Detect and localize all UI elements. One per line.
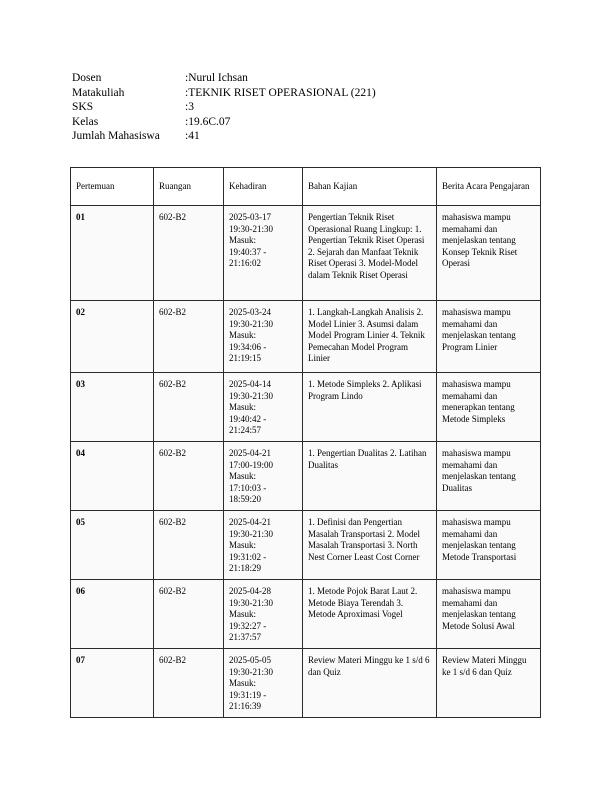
attendance-masuk-label: Masuk: bbox=[229, 540, 256, 550]
bahan-kajian-cell: 1. Definisi dan Pengertian Masalah Transportasi 2. Model Masalah Transportasi 3. North Nest Corner Least Cost Corner bbox=[303, 511, 437, 580]
attendance-check-in: 17:10:03 - bbox=[229, 482, 267, 493]
berita-acara-cell: mahasiswa mampu memahami dan menjelaskan tentang Metode Transportasi bbox=[437, 511, 541, 580]
pertemuan-number: 04 bbox=[71, 442, 154, 511]
table-row bbox=[71, 649, 541, 718]
attendance-schedule: 19:30-21:30 bbox=[229, 318, 273, 329]
pertemuan-number: 01 bbox=[71, 206, 154, 301]
attendance-masuk-label: Masuk: bbox=[229, 235, 256, 245]
table-header-row bbox=[71, 168, 541, 206]
berita-acara-cell: Review Materi Minggu ke 1 s/d 6 dan Quiz bbox=[437, 649, 541, 718]
pertemuan-number: 05 bbox=[71, 511, 154, 580]
kehadiran-cell bbox=[224, 580, 303, 649]
attendance-check-in: 19:31:02 - bbox=[229, 551, 267, 562]
attendance-masuk-label: Masuk: bbox=[229, 609, 256, 619]
table-row bbox=[71, 373, 541, 442]
dosen-label: Dosen bbox=[72, 72, 102, 84]
bahan-kajian-cell: 1. Langkah-Langkah Analisis 2. Model Linier 3. Asumsi dalam Model Program Linier 4. Teknik Pemecahan Model Program Linier bbox=[303, 301, 437, 373]
table-row bbox=[71, 206, 541, 301]
jumlah-mahasiswa-row bbox=[72, 129, 376, 144]
attendance-date: 2025-04-28 bbox=[229, 586, 271, 596]
sks-row bbox=[72, 100, 376, 115]
dosen-row bbox=[72, 71, 376, 86]
kelas-row bbox=[72, 115, 376, 130]
attendance-masuk-label: Masuk: bbox=[229, 471, 256, 481]
ruangan-cell: 602-B2 bbox=[154, 442, 224, 511]
pertemuan-number: 03 bbox=[71, 373, 154, 442]
ruangan-cell: 602-B2 bbox=[154, 511, 224, 580]
header-kehadiran: Kehadiran bbox=[224, 168, 303, 206]
pertemuan-number: 07 bbox=[71, 649, 154, 718]
attendance-check-in: 19:40:42 - bbox=[229, 413, 267, 424]
attendance-table bbox=[70, 167, 541, 718]
berita-acara-cell: mahasiswa mampu memahami dan menjelaskan tentang Program Linier bbox=[437, 301, 541, 373]
header-berita-acara: Berita Acara Pengajaran bbox=[437, 168, 541, 206]
ruangan-cell: 602-B2 bbox=[154, 649, 224, 718]
table-row bbox=[71, 580, 541, 649]
course-info bbox=[72, 71, 376, 144]
matakuliah-value: : TEKNIK RISET OPERASIONAL (221) bbox=[185, 86, 376, 101]
kehadiran-cell bbox=[224, 206, 303, 301]
header-pertemuan: Pertemuan bbox=[71, 168, 154, 206]
berita-acara-cell: mahasiswa mampu memahami dan menjelaskan tentang Konsep Teknik Riset Operasi bbox=[437, 206, 541, 301]
kehadiran-cell bbox=[224, 649, 303, 718]
attendance-check-out: 21:18:29 bbox=[229, 563, 262, 573]
attendance-check-in: 19:40:37 - bbox=[229, 246, 267, 257]
matakuliah-label: Matakuliah bbox=[72, 86, 125, 99]
kelas-value: : 19.6C.07 bbox=[185, 115, 230, 130]
attendance-schedule: 17:00-19:00 bbox=[229, 459, 273, 470]
header-ruangan: Ruangan bbox=[154, 168, 224, 206]
bahan-kajian-cell: Pengertian Teknik Riset Operasional Ruang Lingkup: 1. Pengertian Teknik Riset Operasi 2. Sejarah dan Manfaat Teknik Riset Operasi 3. Model-Model dalam Teknik Riset Operasi bbox=[303, 206, 437, 301]
attendance-check-out: 21:19:15 bbox=[229, 353, 262, 363]
ruangan-cell: 602-B2 bbox=[154, 206, 224, 301]
sks-label: SKS bbox=[72, 101, 94, 113]
ruangan-cell: 602-B2 bbox=[154, 580, 224, 649]
berita-acara-cell: mahasiswa mampu memahami dan menjelaskan tentang Metode Solusi Awal bbox=[437, 580, 541, 649]
header-bahan-kajian: Bahan Kajian bbox=[303, 168, 437, 206]
kehadiran-cell bbox=[224, 442, 303, 511]
bahan-kajian-cell: 1. Metode Simpleks 2. Aplikasi Program Lindo bbox=[303, 373, 437, 442]
jumlah-mahasiswa-label: Jumlah Mahasiswa bbox=[72, 130, 160, 142]
attendance-date: 2025-04-21 bbox=[229, 517, 271, 527]
jumlah-mahasiswa-value: : 41 bbox=[185, 129, 200, 144]
attendance-schedule: 19:30-21:30 bbox=[229, 223, 273, 234]
pertemuan-number: 06 bbox=[71, 580, 154, 649]
kelas-label: Kelas bbox=[72, 115, 99, 128]
ruangan-cell: 602-B2 bbox=[154, 301, 224, 373]
attendance-check-in: 19:34:06 - bbox=[229, 341, 267, 352]
attendance-masuk-label: Masuk: bbox=[229, 330, 256, 340]
attendance-masuk-label: Masuk: bbox=[229, 402, 256, 412]
attendance-date: 2025-03-24 bbox=[229, 307, 271, 317]
attendance-date: 2025-04-21 bbox=[229, 448, 271, 458]
kehadiran-cell bbox=[224, 511, 303, 580]
attendance-check-out: 21:24:57 bbox=[229, 425, 262, 435]
attendance-check-out: 21:37:57 bbox=[229, 632, 262, 642]
attendance-masuk-label: Masuk: bbox=[229, 678, 256, 688]
bahan-kajian-cell: 1. Metode Pojok Barat Laut 2. Metode Biaya Terendah 3. Metode Aproximasi Vogel bbox=[303, 580, 437, 649]
bahan-kajian-cell: 1. Pengertian Dualitas 2. Latihan Dualitas bbox=[303, 442, 437, 511]
bahan-kajian-cell: Review Materi Minggu ke 1 s/d 6 dan Quiz bbox=[303, 649, 437, 718]
attendance-schedule: 19:30-21:30 bbox=[229, 666, 273, 677]
table-row bbox=[71, 301, 541, 373]
kehadiran-cell bbox=[224, 373, 303, 442]
berita-acara-cell: mahasiswa mampu memahami dan menjelaskan tentang Dualitas bbox=[437, 442, 541, 511]
attendance-schedule: 19:30-21:30 bbox=[229, 597, 273, 608]
ruangan-cell: 602-B2 bbox=[154, 373, 224, 442]
attendance-schedule: 19:30-21:30 bbox=[229, 390, 273, 401]
kehadiran-cell bbox=[224, 301, 303, 373]
attendance-check-out: 18:59:20 bbox=[229, 494, 262, 504]
sks-value: : 3 bbox=[185, 100, 194, 115]
attendance-check-in: 19:31:19 - bbox=[229, 689, 267, 700]
dosen-value: : Nurul Ichsan bbox=[185, 71, 248, 86]
attendance-check-in: 19:32:27 - bbox=[229, 620, 267, 631]
berita-acara-cell: mahasiswa mampu memahami dan menerapkan tentang Metode Simpleks bbox=[437, 373, 541, 442]
attendance-schedule: 19:30-21:30 bbox=[229, 528, 273, 539]
attendance-check-out: 21:16:02 bbox=[229, 258, 262, 268]
pertemuan-number: 02 bbox=[71, 301, 154, 373]
matakuliah-row bbox=[72, 86, 376, 101]
attendance-date: 2025-03-17 bbox=[229, 212, 271, 222]
attendance-check-out: 21:16:39 bbox=[229, 701, 262, 711]
table-row bbox=[71, 442, 541, 511]
attendance-date: 2025-05-05 bbox=[229, 655, 271, 665]
table-row bbox=[71, 511, 541, 580]
attendance-date: 2025-04-14 bbox=[229, 379, 271, 389]
